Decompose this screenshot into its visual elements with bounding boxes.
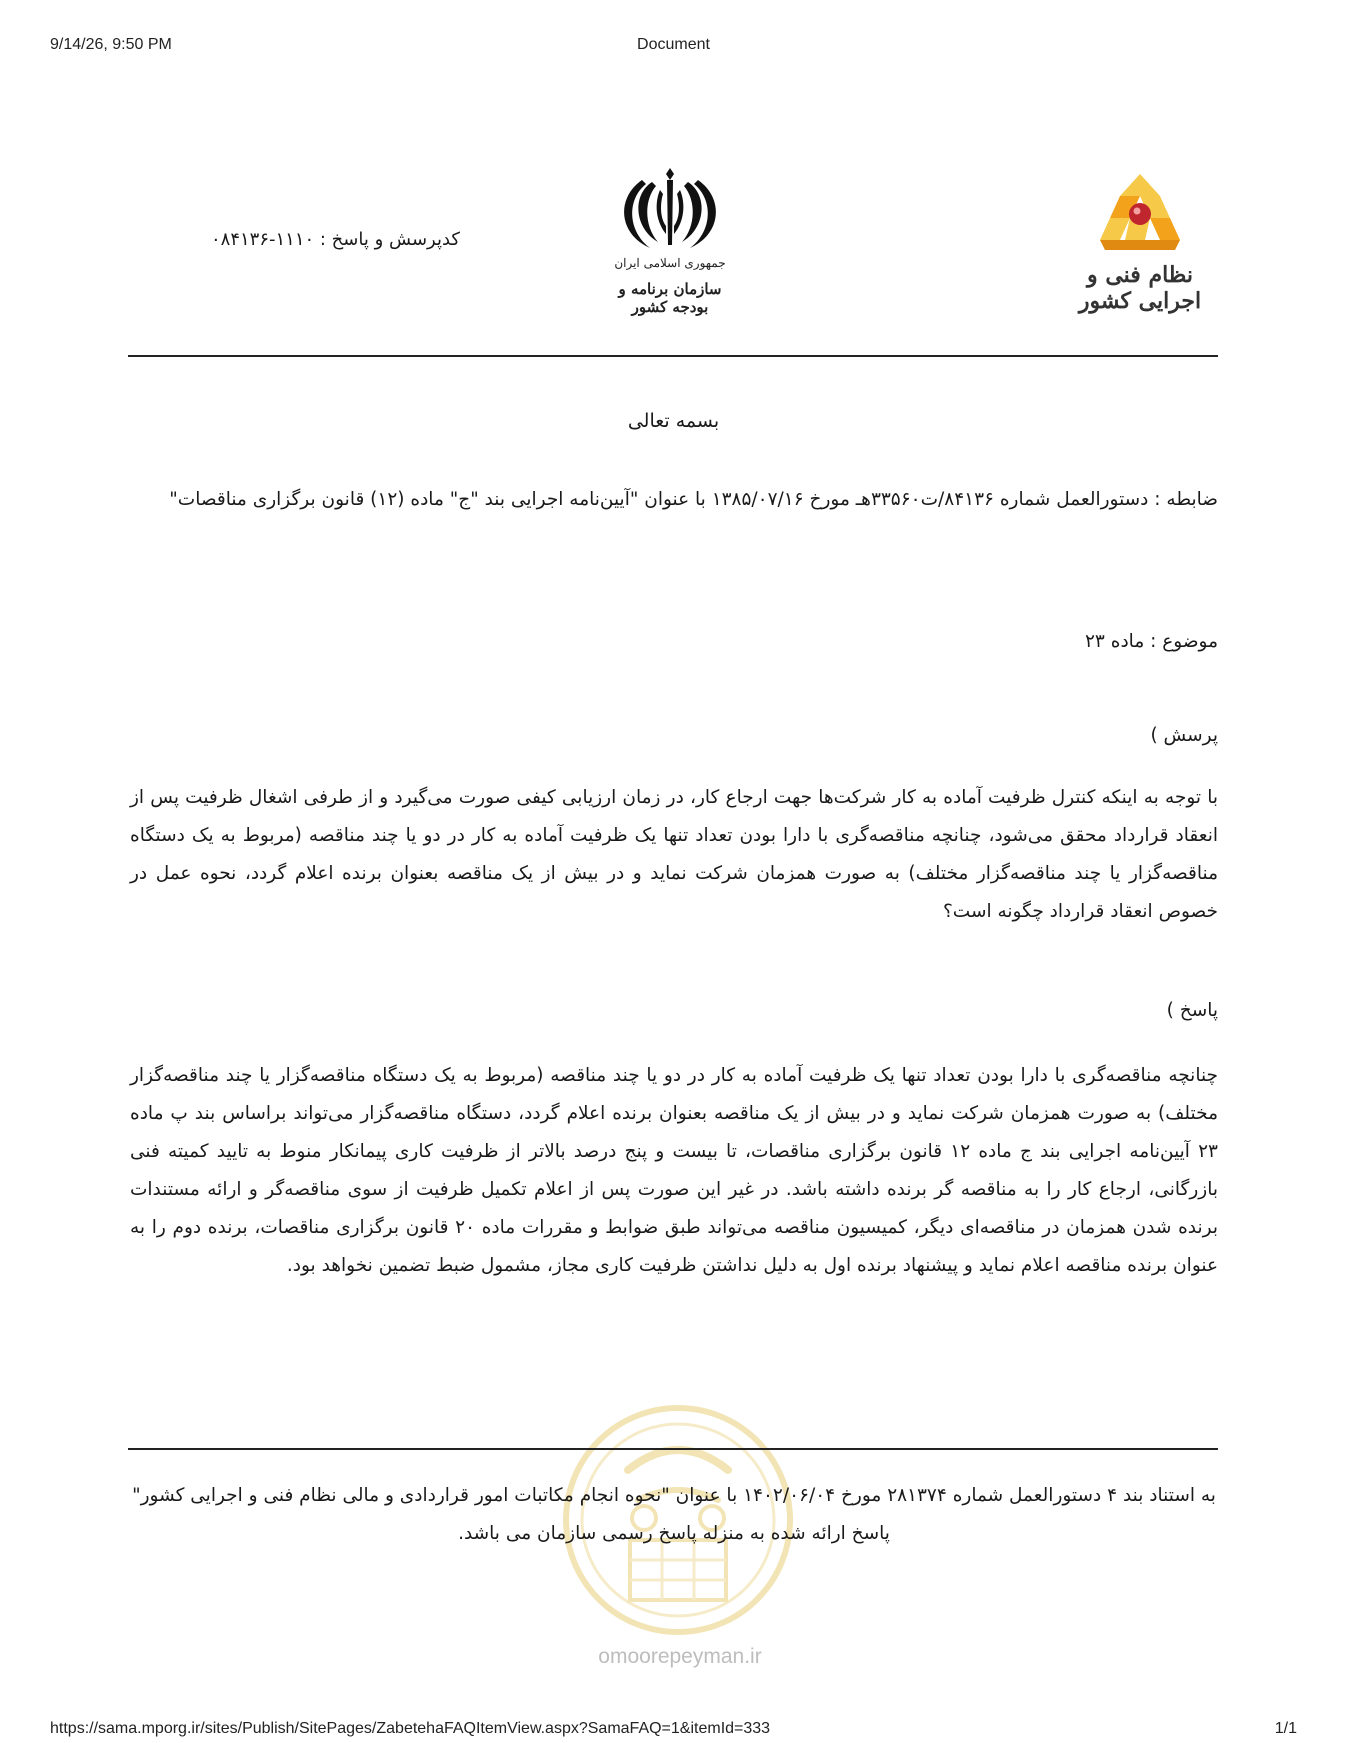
triangle-blocks-icon (1065, 166, 1215, 266)
nezam-fanni-caption: نظام فنی و اجرایی کشور (1078, 262, 1202, 314)
iran-emblem (600, 160, 740, 316)
emblem-caption-country: جمهوری اسلامی ایران (614, 256, 726, 270)
print-url: https://sama.mporg.ir/sites/Publish/SitePages/ZabetehaFAQItemView.aspx?SamaFAQ=1&itemId=333 (50, 1720, 771, 1737)
print-page-number: 1/1 (1274, 1720, 1297, 1737)
question-label: پرسش ) (1150, 725, 1218, 746)
header-divider (128, 355, 1218, 357)
print-footer (0, 1720, 1347, 1740)
footer-divider (128, 1448, 1218, 1450)
basmala: بسمه تعالی (627, 410, 720, 432)
answer-text: چنانچه مناقصه‌گری با دارا بودن تعداد تنها یک ظرفیت آماده به کار در دو یا چند مناقصه (مربوط به یک دستگاه مناقصه‌گزار یا چند مناقصه‌گزار مختلف) به صورت همزمان شرکت نماید و در بیش از یک مناقصه بعنوان برنده اعلام گردد، دستگاه مناقصه‌گزار می‌تواند براساس بند پ ماده ۲۳ آیین‌نامه اجرایی بند ج ماده ۱۲ قانون برگزاری مناقصات، تا بیست و پنج درصد بالاتر از ظرفیت کاری پیمانکار منوط به تایید کمیته فنی بازرگانی، ارجاع کار را به مناقصه گر برنده داشته باشد. در غیر این صورت پس از اعلام تکمیل ظرفیت از سوی مناقصه‌گر و ارائه مستندات برنده شدن همزمان در مناقصه‌ای دیگر، کمیسیون مناقصه می‌تواند طبق ضوابط و مقررات ماده ۲۰ قانون برگزاری مناقصات، برنده دوم را به عنوان برنده مناقصه اعلام نماید و پیشنهاد برنده اول به دلیل نداشتن ظرفیت کاری مجاز، مشمول ضبط تضمین نخواهد بود. (130, 1065, 1219, 1276)
emblem-icon (600, 160, 740, 255)
official-response-note: به استناد بند ۴ دستورالعمل شماره ۲۸۱۳۷۴ مورخ ۱۴۰۲/۰۶/۰۴ با عنوان "نحوه انجام مکاتبات امور قراردادی و مالی نظام فنی و اجرایی کشور" پاسخ ارائه شده به منزله پاسخ رسمی سازمان می باشد. (132, 1485, 1216, 1544)
watermark-site: omoorepeyman.ir (598, 1645, 762, 1668)
regulation-reference: ضابطه : دستورالعمل شماره ۸۴۱۳۶/ت۳۳۵۶۰هـ مورخ ۱۳۸۵/۰۷/۱۶ با عنوان "آیین‌نامه اجرایی بند "ج" ماده (۱۲) قانون برگزاری مناقصات" (169, 489, 1218, 510)
print-document-title: Document (637, 36, 710, 53)
subject-line: موضوع : ماده ۲۳ (1085, 631, 1218, 652)
nezam-fanni-logo (1065, 166, 1215, 316)
print-datetime: 9/14/26, 9:50 PM (50, 36, 172, 53)
qa-code: کدپرسش و پاسخ : ۱۱۱۰-۰۸۴۱۳۶ (210, 229, 460, 250)
answer-label: پاسخ ) (1166, 1000, 1218, 1021)
print-header (0, 36, 1347, 56)
emblem-caption-org: سازمان برنامه و بودجه کشور (618, 280, 722, 316)
question-text: با توجه به اینکه کنترل ظرفیت آماده به کار شرکت‌ها جهت ارجاع کار، در زمان ارزیابی کیفی صورت می‌گیرد و از طرفی اشغال ظرفیت پس از انعقاد قرارداد محقق می‌شود، چنانچه مناقصه‌گری با دارا بودن تعداد تنها یک ظرفیت آماده به کار در دو یا چند مناقصه (مربوط به یک دستگاه مناقصه‌گزار یا چند مناقصه‌گزار مختلف) به صورت همزمان شرکت نماید و در بیش از یک مناقصه بعنوان برنده اعلام گردد، نحوه عمل در خصوص انعقاد قرارداد چگونه است؟ (130, 787, 1218, 922)
